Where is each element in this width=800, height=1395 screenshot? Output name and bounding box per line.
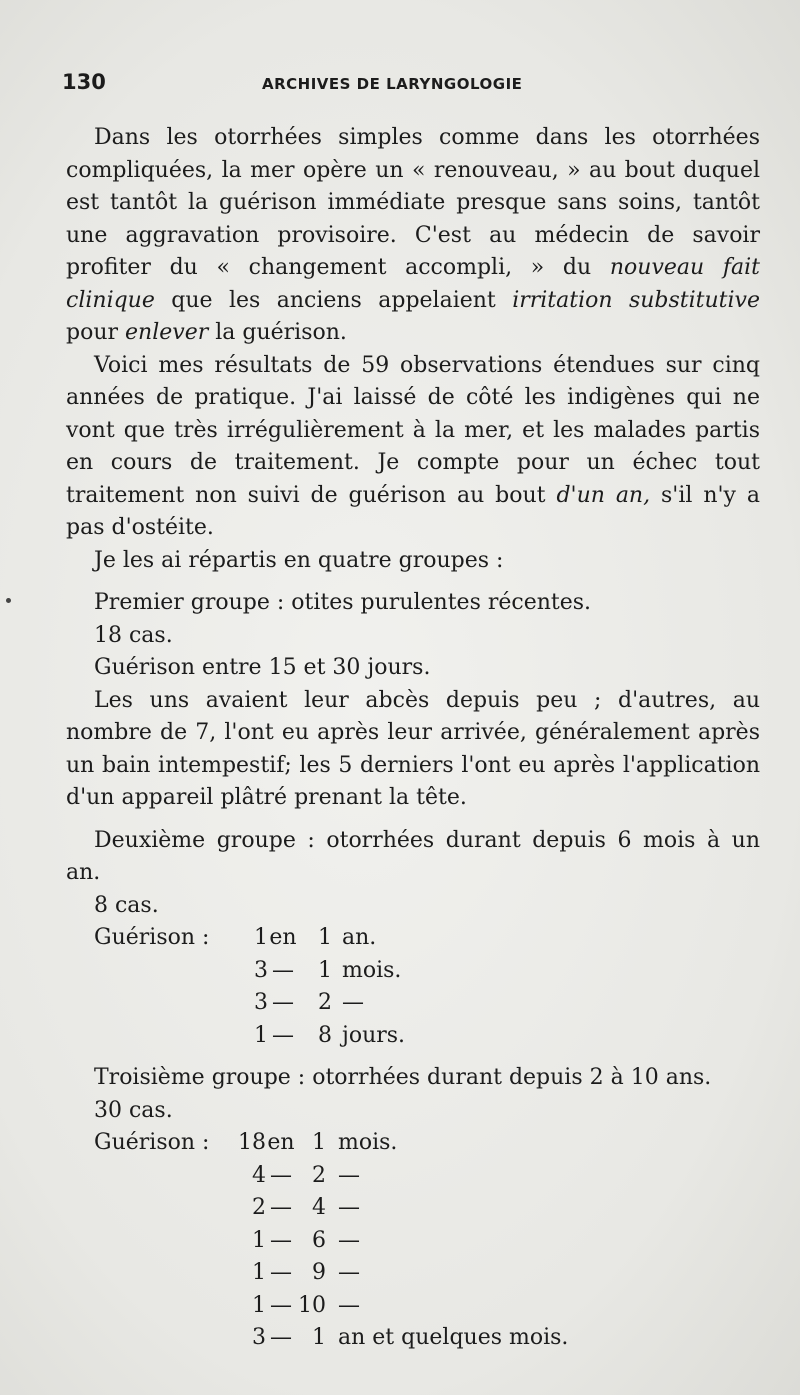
running-title: ARCHIVES DE LARYNGOLOGIE: [262, 75, 523, 93]
table-row: [94, 922, 760, 955]
duration-unit: mois.: [342, 957, 402, 983]
duration-unit: —: [342, 990, 364, 1015]
separator: en: [269, 925, 297, 950]
paragraph-results: [66, 350, 760, 545]
group1-count: 18 cas.: [94, 622, 173, 648]
duration-unit: an.: [342, 925, 377, 950]
case-count: 18: [238, 1130, 266, 1155]
group3-count: 30 cas.: [94, 1097, 173, 1123]
separator: —: [270, 1292, 292, 1318]
page-body: [66, 122, 760, 1355]
italic-phrase: irritation substitutive: [512, 287, 760, 313]
duration-unit: —: [338, 1162, 360, 1188]
case-count: 1: [252, 1227, 266, 1253]
duration-unit: —: [338, 1195, 360, 1220]
page-header: [62, 70, 740, 100]
case-count: 1: [252, 1260, 266, 1285]
separator: —: [270, 1195, 292, 1220]
duration-unit: —: [338, 1260, 360, 1285]
duration-value: 10: [298, 1292, 326, 1318]
ink-spot: [6, 598, 11, 603]
table-row: [94, 1225, 760, 1258]
duration-value: 1: [318, 957, 332, 983]
text-segment: Dans les otorrhées simples comme dans les otorrhées compliquées, la mer opère un « renouveau, » au bout duquel est tantôt la guérison immédiate presque sans soins, tantôt une aggravation provisoire. C'est au médecin de savoir profiter du « changement accompli, » du: [66, 125, 760, 280]
separator: —: [272, 990, 294, 1015]
text-segment: s'il n'y a pas d'ostéite.: [66, 482, 761, 540]
group3-healing-table: [94, 1127, 760, 1355]
separator: —: [270, 1325, 292, 1350]
duration-unit: jours.: [342, 1022, 406, 1048]
table-row: [94, 1192, 760, 1225]
italic-phrase: enlever: [125, 320, 209, 345]
table-row: [94, 1322, 760, 1355]
italic-phrase: d'un an,: [556, 482, 651, 508]
table-row: [94, 1160, 760, 1193]
case-count: 4: [252, 1162, 266, 1188]
case-count: 3: [252, 1325, 266, 1350]
table-row: [94, 955, 760, 988]
case-count: 2: [252, 1195, 266, 1220]
separator: —: [270, 1260, 292, 1285]
group1-text: Les uns avaient leur abcès depuis peu ; d'autres, au nombre de 7, l'ont eu après leur arrivée, généralement après un bain intempestif; les 5 derniers l'ont eu après l'application d'un appareil plâtré prenant la tête.: [66, 687, 760, 810]
group1-healing: Guérison entre 15 et 30 jours.: [94, 655, 431, 680]
case-count: 1: [254, 1022, 268, 1048]
healing-label: Guérison :: [94, 1130, 210, 1155]
page-number: 130: [62, 70, 106, 94]
table-row: [94, 1127, 760, 1160]
group2-count: 8 cas.: [94, 892, 159, 918]
paragraph-intro: [66, 122, 760, 350]
text-segment: Voici mes résultats de 59 observations étendues sur cinq années de pratique. J'ai laissé de côté les indigènes qui ne vont que très irrégulièrement à la mer, et les malades partis en cours de traitement. Je compte pour un échec tout traitement non suivi de guérison au bout: [66, 352, 760, 508]
duration-value: 4: [312, 1195, 326, 1220]
duration-value: 8: [318, 1022, 332, 1048]
duration-value: 1: [312, 1130, 326, 1155]
duration-value: 1: [318, 925, 332, 950]
group3-title: Troisième groupe : otorrhées durant depuis 2 à 10 ans.: [94, 1065, 712, 1090]
duration-value: 9: [312, 1260, 326, 1285]
duration-unit: —: [338, 1292, 360, 1318]
separator: —: [272, 1022, 294, 1048]
separator: —: [272, 957, 294, 983]
table-row: [94, 1020, 760, 1053]
duration-unit: mois.: [338, 1130, 398, 1155]
separator: en: [267, 1130, 295, 1155]
paragraph-groups-intro: Je les ai répartis en quatre groupes :: [94, 547, 504, 573]
separator: —: [270, 1227, 292, 1253]
table-row: [94, 1290, 760, 1323]
text-segment: que les anciens appelaient: [154, 287, 513, 313]
case-count: 3: [254, 990, 268, 1015]
group2-healing-table: [94, 922, 760, 1052]
healing-label: Guérison :: [94, 925, 210, 950]
duration-unit: an et quelques mois.: [338, 1325, 569, 1350]
separator: —: [270, 1162, 292, 1188]
group2-title: Deuxième groupe : otorrhées durant depuis 6 mois à un an.: [66, 827, 760, 885]
case-count: 1: [252, 1292, 266, 1318]
duration-value: 1: [312, 1325, 326, 1350]
duration-value: 2: [312, 1162, 326, 1188]
case-count: 1: [254, 925, 268, 950]
text-segment: la guérison.: [208, 320, 347, 345]
table-row: [94, 1257, 760, 1290]
group1-title: Premier groupe : otites purulentes récentes.: [94, 590, 592, 615]
duration-value: 2: [318, 990, 332, 1015]
case-count: 3: [254, 957, 268, 983]
table-row: [94, 987, 760, 1020]
duration-value: 6: [312, 1227, 326, 1253]
italic-phrase: nouveau fait clinique: [66, 255, 760, 313]
text-segment: pour: [66, 320, 126, 345]
duration-unit: —: [338, 1227, 360, 1253]
